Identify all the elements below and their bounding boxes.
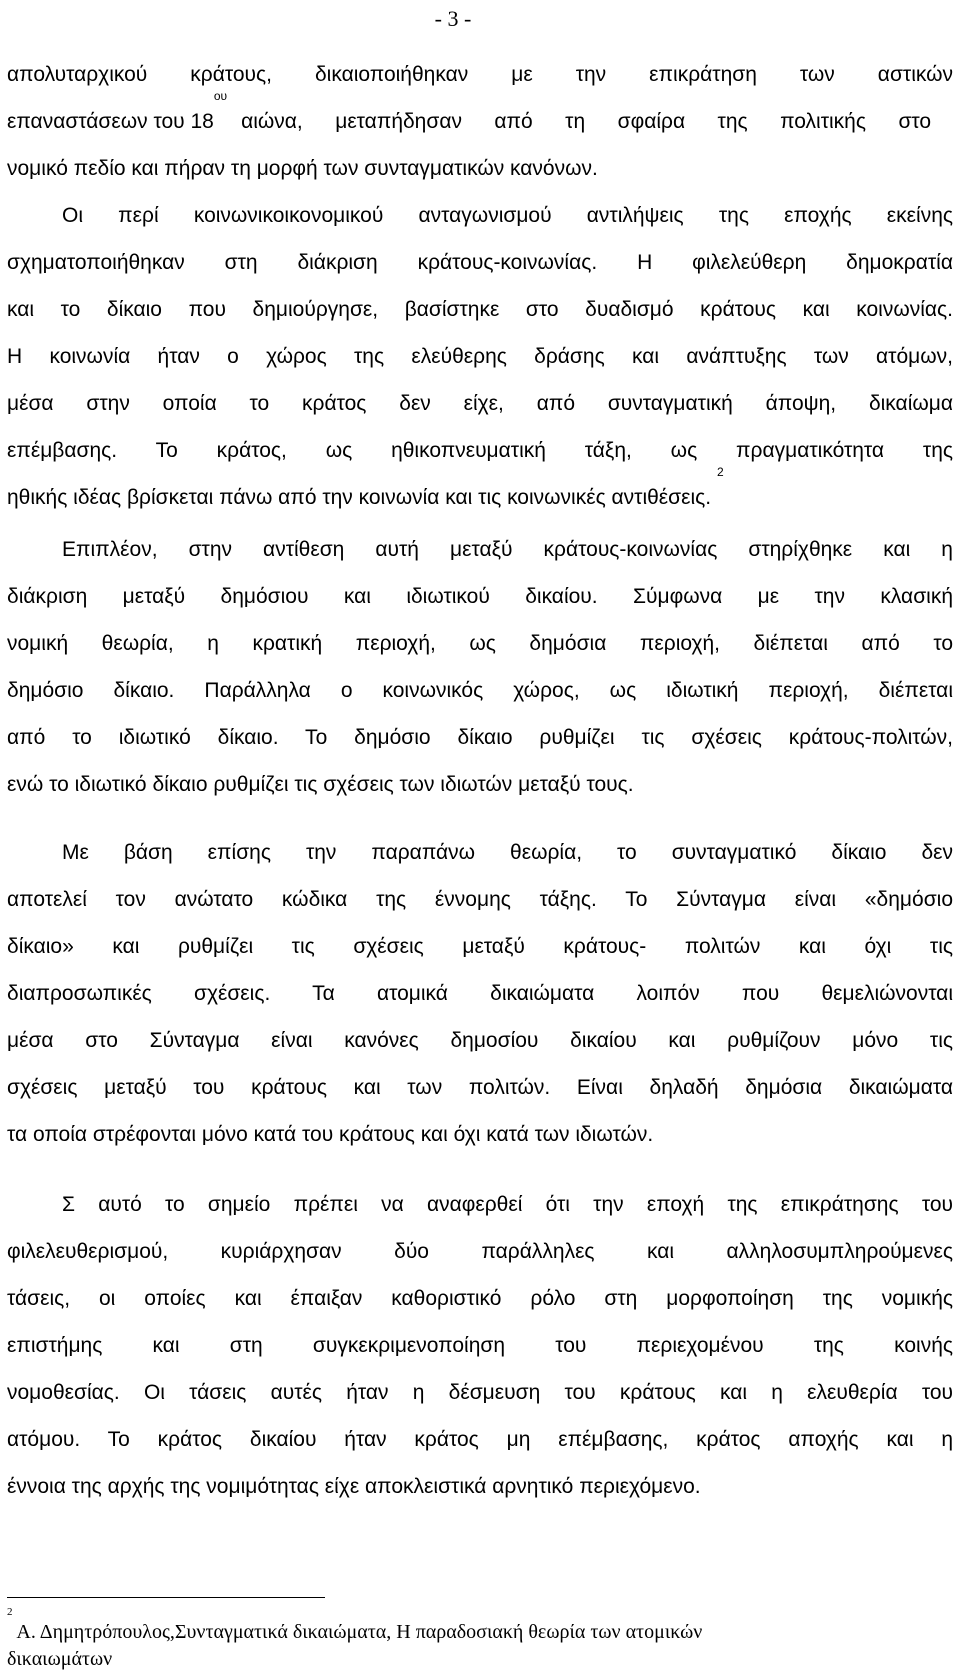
text-line: τάσεις, οι οποίες και έπαιξαν καθοριστικό ρόλο στη μορφοποίηση της νομικής: [7, 1287, 953, 1310]
text-line: [7, 465, 953, 512]
text-line: [7, 89, 953, 136]
text-line: σχέσεις μεταξύ του κράτους και των πολιτών. Είναι δηλαδή δημόσια δικαιώματα: [7, 1076, 953, 1099]
footnote-continuation: δικαιωμάτων: [7, 1648, 113, 1670]
text-line: δημόσιο δίκαιο. Παράλληλα ο κοινωνικός χώρος, ως ιδιωτική περιοχή, διέπεται: [7, 679, 953, 702]
text-line: διάκριση μεταξύ δημόσιου και ιδιωτικού δικαίου. Σύμφωνα με την κλασική: [7, 585, 953, 608]
text-line: Η κοινωνία ήταν ο χώρος της ελεύθερης δράσης και ανάπτυξης των ατόμων,: [7, 345, 953, 368]
text-fragment: ηθικής ιδέας βρίσκεται πάνω από την κοινωνία και τις κοινωνικές αντιθέσεις.: [7, 486, 712, 509]
text-line: νομική θεωρία, η κρατική περιοχή, ως δημόσια περιοχή, διέπεται από το: [7, 632, 953, 655]
text-line: επιστήμης και στη συγκεκριμενοποίηση του περιεχομένου της κοινής: [7, 1334, 953, 1357]
text-line: Επιπλέον, στην αντίθεση αυτή μεταξύ κράτους-κοινωνίας στηρίχθηκε και η: [62, 538, 953, 561]
text-fragment: επαναστάσεων του 18: [7, 110, 214, 133]
text-line: νομοθεσίας. Οι τάσεις αυτές ήταν η δέσμευση του κράτους και η ελευθερία του: [7, 1381, 953, 1404]
footnote-number: 2: [7, 1606, 13, 1618]
page-number: - 3 -: [434, 6, 472, 31]
text-line: επέμβασης. Το κράτος, ως ηθικοπνευματική τάξη, ως πραγματικότητα της: [7, 439, 953, 462]
text-line: μέσα στο Σύνταγμα είναι κανόνες δημοσίου δικαίου και ρυθμίζουν μόνο τις: [7, 1029, 953, 1052]
text-line: και το δίκαιο που δημιούργησε, βασίστηκε στο δυαδισμό κράτους και κοινωνίας.: [7, 298, 953, 321]
footnote-separator: [7, 1597, 325, 1598]
footnote-reference[interactable]: 2: [716, 465, 724, 479]
text-line: φιλελευθερισμού, κυριάρχησαν δύο παράλληλες και αλληλοσυμπληρούμενες: [7, 1240, 953, 1263]
text-line: τα οποία στρέφονται μόνο κατά του κράτους και όχι κατά των ιδιωτών.: [7, 1123, 654, 1146]
footnote: [7, 1606, 703, 1644]
text-line: έννοια της αρχής της νομιμότητας είχε αποκλειστικά αρνητικό περιεχόμενο.: [7, 1475, 701, 1498]
text-line: νομικό πεδίο και πήραν τη μορφή των συνταγματικών κανόνων.: [7, 157, 598, 180]
text-line: αποτελεί τον ανώτατο κώδικα της έννομης τάξης. Το Σύνταγμα είναι «δημόσιο: [7, 888, 953, 911]
text-line: Οι περί κοινωνικοικονομικού ανταγωνισμού αντιλήψεις της εποχής εκείνης: [62, 204, 953, 227]
text-line: μέσα στην οποία το κράτος δεν είχε, από συνταγματική άποψη, δικαίωμα: [7, 392, 953, 415]
text-line: απολυταρχικού κράτους, δικαιοποιήθηκαν με την επικράτηση των αστικών: [7, 63, 953, 86]
text-line: από το ιδιωτικό δίκαιο. Το δημόσιο δίκαιο ρυθμίζει τις σχέσεις κράτους-πολιτών,: [7, 726, 953, 749]
text-fragment: αιώνα, μεταπήδησαν από τη σφαίρα της πολιτικής στο: [241, 110, 932, 133]
text-line: ατόμου. Το κράτος δικαίου ήταν κράτος μη επέμβασης, κράτος αποχής και η: [7, 1428, 953, 1451]
text-line: Σ αυτό το σημείο πρέπει να αναφερθεί ότι την εποχή της επικράτησης του: [62, 1193, 953, 1216]
superscript: ου: [213, 89, 228, 103]
text-line: Με βάση επίσης την παραπάνω θεωρία, το συνταγματικό δίκαιο δεν: [62, 841, 953, 864]
text-line: ενώ το ιδιωτικό δίκαιο ρυθμίζει τις σχέσεις των ιδιωτών μεταξύ τους.: [7, 773, 634, 796]
text-line: διαπροσωπικές σχέσεις. Τα ατομικά δικαιώματα λοιπόν που θεμελιώνονται: [7, 982, 953, 1005]
text-line: δίκαιο» και ρυθμίζει τις σχέσεις μεταξύ κράτους- πολιτών και όχι τις: [7, 935, 953, 958]
footnote-text: Α. Δημητρόπουλος,Συνταγματικά δικαιώματα, Η παραδοσιακή θεωρία των ατομικών: [16, 1621, 703, 1643]
text-line: σχηματοποιήθηκαν στη διάκριση κράτους-κοινωνίας. Η φιλελεύθερη δημοκρατία: [7, 251, 953, 274]
